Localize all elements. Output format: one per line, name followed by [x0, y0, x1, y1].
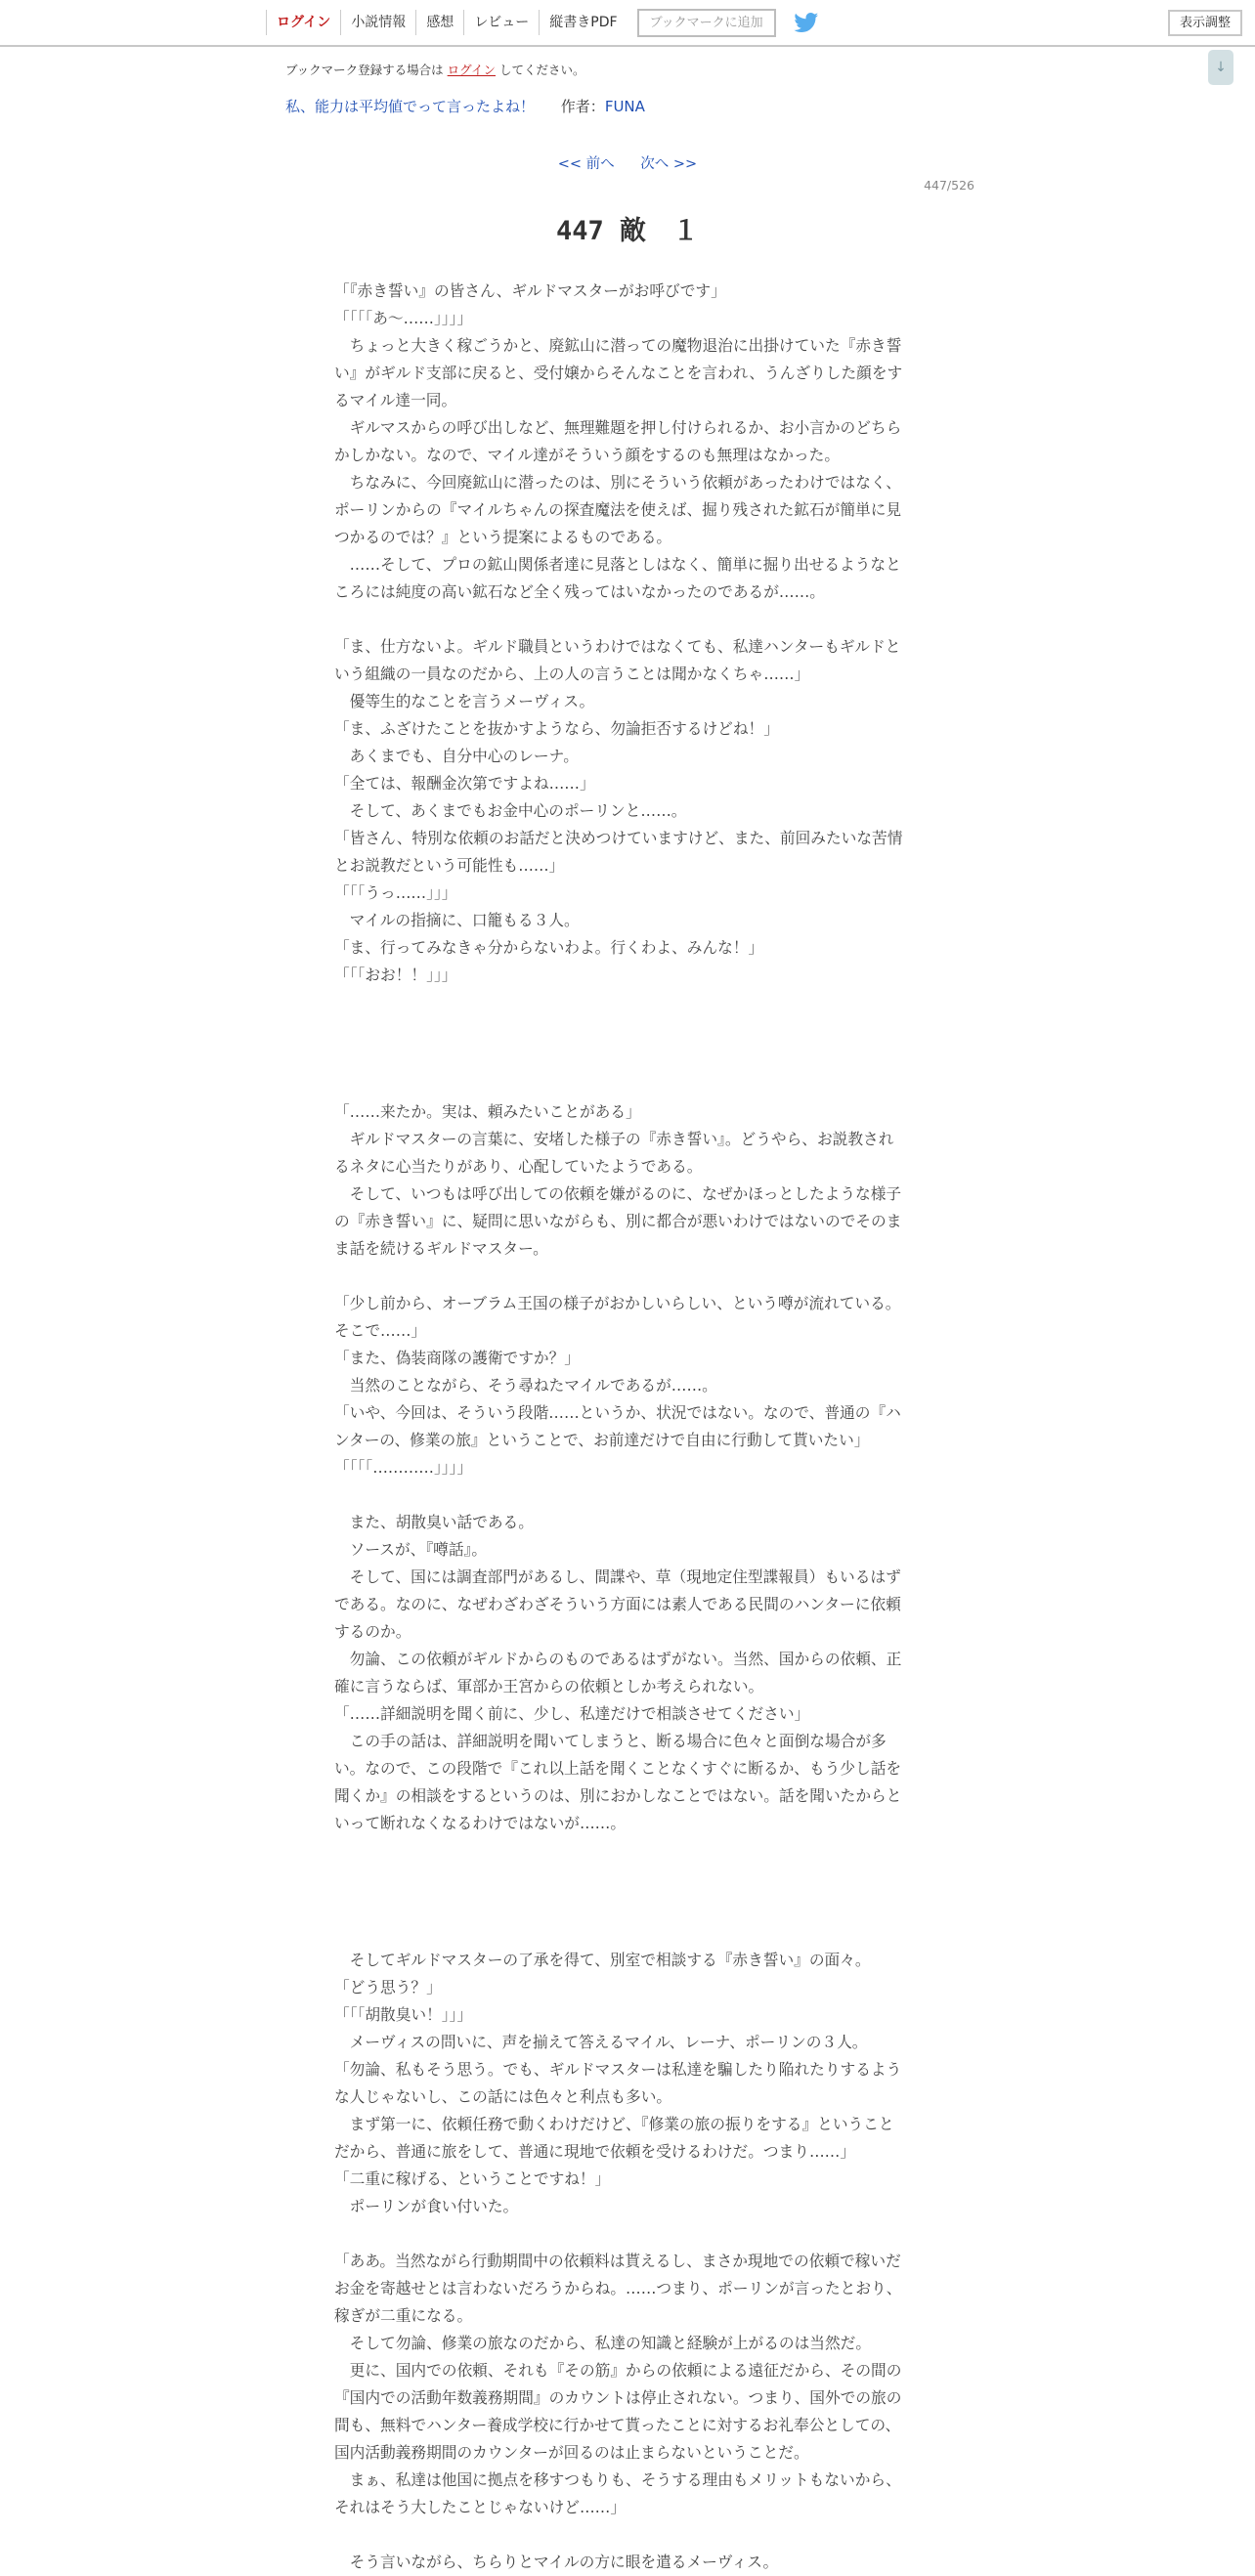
body-line: [334, 2521, 921, 2549]
body-line: るネタに心当たりがあり、心配していたようである。: [334, 1157, 703, 1176]
body-line: 更に、国内での依頼、それも『その筋』からの依頼による遠征だから、その間の: [334, 2361, 902, 2380]
body-line: ……そして、プロの鉱山関係者達に見落としはなく、簡単に掘り出せるようなと: [334, 555, 901, 574]
body-line: 「全ては、報酬金次第ですよね……」: [334, 774, 595, 793]
body-line: 「ま、行ってみなきゃ分からないわよ。行くわよ、みんな！」: [334, 938, 764, 957]
body-line: [334, 989, 921, 1016]
body-line: ちなみに、今回廃鉱山に潜ったのは、別にそういう依頼があったわけではなく、: [334, 473, 901, 492]
novel-title-link[interactable]: 私、能力は平均値でって言ったよね！: [285, 98, 536, 115]
chapter-counter: 447/526: [924, 178, 974, 193]
body-line: 稼ぎが二重になる。: [334, 2306, 473, 2325]
body-line: [334, 1892, 921, 1919]
body-line: 「ま、仕方ないよ。ギルド職員というわけではなくても、私達ハンターもギルドと: [334, 637, 901, 656]
body-line: ま話を続けるギルドマスター。: [334, 1239, 548, 1258]
body-line: 「少し前から、オーブラム王国の様子がおかしいらしい、という噂が流れている。: [334, 1294, 901, 1312]
body-line: そして、いつもは呼び出しての依頼を嫌がるのに、なぜかほっとしたような様子: [334, 1184, 902, 1203]
body-line: [334, 1837, 921, 1865]
body-line: 勿論、この依頼がギルドからのものであるはずがない。当然、国からの依頼、正: [334, 1650, 902, 1668]
body-line: いって断れなくなるわけではないが……。: [334, 1814, 627, 1832]
body-line: い』がギルド支部に戻ると、受付嬢からそんなことを言われ、うんざりした顔をす: [334, 364, 903, 382]
twitter-bird-icon[interactable]: [794, 11, 821, 34]
nav-impressions-link[interactable]: 感想: [415, 10, 463, 35]
top-header-bar: [0, 0, 1255, 47]
body-line: それはそう大したことじゃないけど……」: [334, 2498, 627, 2516]
body-line: ソースが、『噂話』。: [334, 1540, 488, 1559]
body-line: そう言いながら、ちらりとマイルの方に眼を遣るメーヴィス。: [334, 2553, 779, 2571]
body-line: ころには純度の高い鉱石など全く残ってはいなかったのであるが……。: [334, 582, 825, 601]
author-name-link[interactable]: FUNA: [604, 98, 645, 115]
body-line: るマイル達一同。: [334, 391, 457, 409]
prev-chapter-link[interactable]: << 前へ: [557, 156, 615, 172]
body-line: い。なので、この段階で『これ以上話を聞くことなくすぐに断るか、もう少し話を: [334, 1759, 902, 1778]
nav-vertical-pdf-link[interactable]: 縦書きPDF: [539, 10, 627, 35]
scroll-down-button[interactable]: ↓: [1208, 50, 1233, 85]
body-line: 「……詳細説明を聞く前に、少し、私達だけで相談させてください」: [334, 1704, 810, 1723]
chapter-body: [334, 278, 921, 2576]
body-line: 「「「「あ～……」」」」: [334, 309, 473, 327]
body-line: 「皆さん、特別な依頼のお話だと決めつけていますけど、また、前回みたいな苦情: [334, 829, 903, 847]
body-line: [334, 1071, 921, 1098]
login-note-suffix: してください。: [499, 63, 585, 77]
body-line: 「……来たか。実は、頼みたいことがある」: [334, 1102, 641, 1121]
body-line: そこで……」: [334, 1321, 427, 1340]
body-line: この手の話は、詳細説明を聞いてしまうと、断る場合に色々と面倒な場合が多: [334, 1732, 887, 1750]
body-line: [334, 2220, 921, 2248]
nav-novel-info-link[interactable]: 小説情報: [340, 10, 415, 35]
body-line: 「ああ。当然ながら行動期間中の依頼料は貰えるし、まさか現地での依頼で稼いだ: [334, 2252, 901, 2270]
body-line: 国内活動義務期間のカウンターが回るのは止まらないということだ。: [334, 2443, 809, 2462]
novel-info: [285, 96, 645, 116]
body-line: [334, 1263, 921, 1290]
login-note: [285, 61, 585, 78]
body-line: そして、国には調査部門があるし、間諜や、草（現地定住型諜報員）もいるはず: [334, 1567, 901, 1586]
body-line: まぁ、私達は他国に拠点を移すつもりも、そうする理由もメリットもないから、: [334, 2470, 901, 2489]
body-line: 確に言うならば、軍部か王宮からの依頼としか考えられない。: [334, 1677, 764, 1696]
body-line: そして、あくまでもお金中心のポーリンと……。: [334, 801, 687, 820]
body-line: まず第一に、依頼任務で動くわけだけど、『修業の旅の振りをする』ということ: [334, 2115, 894, 2133]
add-bookmark-button[interactable]: ブックマークに追加: [637, 9, 776, 37]
chapter-title: 447 敵 １: [555, 216, 700, 246]
body-line: かしかない。なので、マイル達がそういう顔をするのも無理はなかった。: [334, 446, 841, 464]
body-line: ギルドマスターの言葉に、安堵した様子の『赤き誓い』。どうやら、お説教され: [334, 1130, 894, 1148]
body-line: するのか。: [334, 1622, 411, 1641]
body-line: だから、普通に旅をして、普通に現地で依頼を受けるわけだ。つまり……」: [334, 2142, 856, 2161]
nav-review-link[interactable]: レビュー: [463, 10, 539, 35]
body-line: [334, 1865, 921, 1892]
body-line: 「どう思う？」: [334, 1978, 442, 1996]
body-line: 「「「おお！！」」」: [334, 966, 457, 984]
body-line: お金を寄越せとは言わないだろうからね。……つまり、ポーリンが言ったとおり、: [334, 2279, 902, 2297]
body-line: 「「「胡散臭い！」」」: [334, 2005, 473, 2024]
body-line: 「勿論、私もそう思う。でも、ギルドマスターは私達を騙したり陥れたりするよう: [334, 2060, 902, 2079]
author-label: 作者：: [560, 98, 605, 115]
body-line: 間も、無料でハンター養成学校に行かせて貰ったことに対するお礼奉公としての、: [334, 2416, 901, 2434]
body-line: 『国内での活動年数義務期間』のカウントは停止されない。つまり、国外での旅の: [334, 2388, 902, 2407]
body-line: ンターの、修業の旅』ということで、お前達だけで自由に行動して貰いたい」: [334, 1431, 870, 1449]
header-nav: [266, 0, 821, 45]
body-line: 「「「うっ……」」」: [334, 883, 457, 902]
body-line: そしてギルドマスターの了承を得て、別室で相談する『赤き誓い』の面々。: [334, 1951, 871, 1969]
body-line: [334, 1481, 921, 1509]
body-line: 「ま、ふざけたことを抜かすようなら、勿論拒否するけどね！」: [334, 719, 779, 738]
body-line: ポーリンからの『マイルちゃんの探査魔法を使えば、掘り残された鉱石が簡単に見: [334, 500, 902, 519]
body-line: 「『赤き誓い』の皆さん、ギルドマスターがお呼びです」: [334, 281, 726, 300]
body-line: 「二重に稼げる、ということですね！」: [334, 2169, 611, 2188]
body-line: 聞くか』の相談をするというのは、別におかしなことではない。話を聞いたからと: [334, 1786, 902, 1805]
chapter-pager: [0, 152, 1255, 173]
nav-login-link[interactable]: ログイン: [266, 10, 340, 35]
body-line: メーヴィスの問いに、声を揃えて答えるマイル、レーナ、ポーリンの３人。: [334, 2033, 868, 2051]
next-chapter-link[interactable]: 次へ >>: [640, 156, 698, 172]
body-line: [334, 1044, 921, 1071]
body-line: いう組織の一員なのだから、上の人の言うことは聞かなくちゃ……」: [334, 665, 810, 683]
body-line: [334, 606, 921, 633]
body-line: そして勿論、修業の旅なのだから、私達の知識と経験が上がるのは当然だ。: [334, 2334, 872, 2352]
body-line: あくまでも、自分中心のレーナ。: [334, 747, 579, 765]
login-note-prefix: ブックマーク登録する場合は: [285, 63, 444, 77]
body-line: 「また、偽装商隊の護衛ですか？」: [334, 1349, 580, 1367]
body-line: な人じゃないし、この話には色々と利点も多い。: [334, 2087, 672, 2106]
display-settings-button[interactable]: 表示調整: [1168, 10, 1242, 36]
body-line: [334, 1016, 921, 1044]
body-line: とお説教だという可能性も……」: [334, 856, 565, 875]
body-line: 「「「「…………」」」」: [334, 1458, 473, 1477]
body-line: の『赤き誓い』に、疑問に思いながらも、別に都合が悪いわけではないのでそのま: [334, 1212, 902, 1230]
body-line: また、胡散臭い話である。: [334, 1513, 534, 1531]
body-line: ギルマスからの呼び出しなど、無理難題を押し付けられるか、お小言かのどちら: [334, 418, 902, 437]
body-line: 優等生的なことを言うメーヴィス。: [334, 692, 595, 710]
body-line: ポーリンが食い付いた。: [334, 2197, 519, 2215]
body-line: 当然のことながら、そう尋ねたマイルであるが……。: [334, 1376, 717, 1395]
body-line: マイルの指摘に、口籠もる３人。: [334, 911, 580, 929]
body-line: [334, 1919, 921, 1947]
body-line: 「いや、今回は、そういう段階……というか、状況ではない。なので、普通の『ハ: [334, 1403, 901, 1422]
body-line: ちょっと大きく稼ごうかと、廃鉱山に潜っての魔物退治に出掛けていた『赤き誓: [334, 336, 902, 355]
body-line: つかるのでは？』という提案によるものである。: [334, 528, 672, 546]
body-line: である。なのに、なぜわざわざそういう方面には素人である民間のハンターに依頼: [334, 1595, 901, 1613]
login-note-link[interactable]: ログイン: [447, 63, 497, 77]
